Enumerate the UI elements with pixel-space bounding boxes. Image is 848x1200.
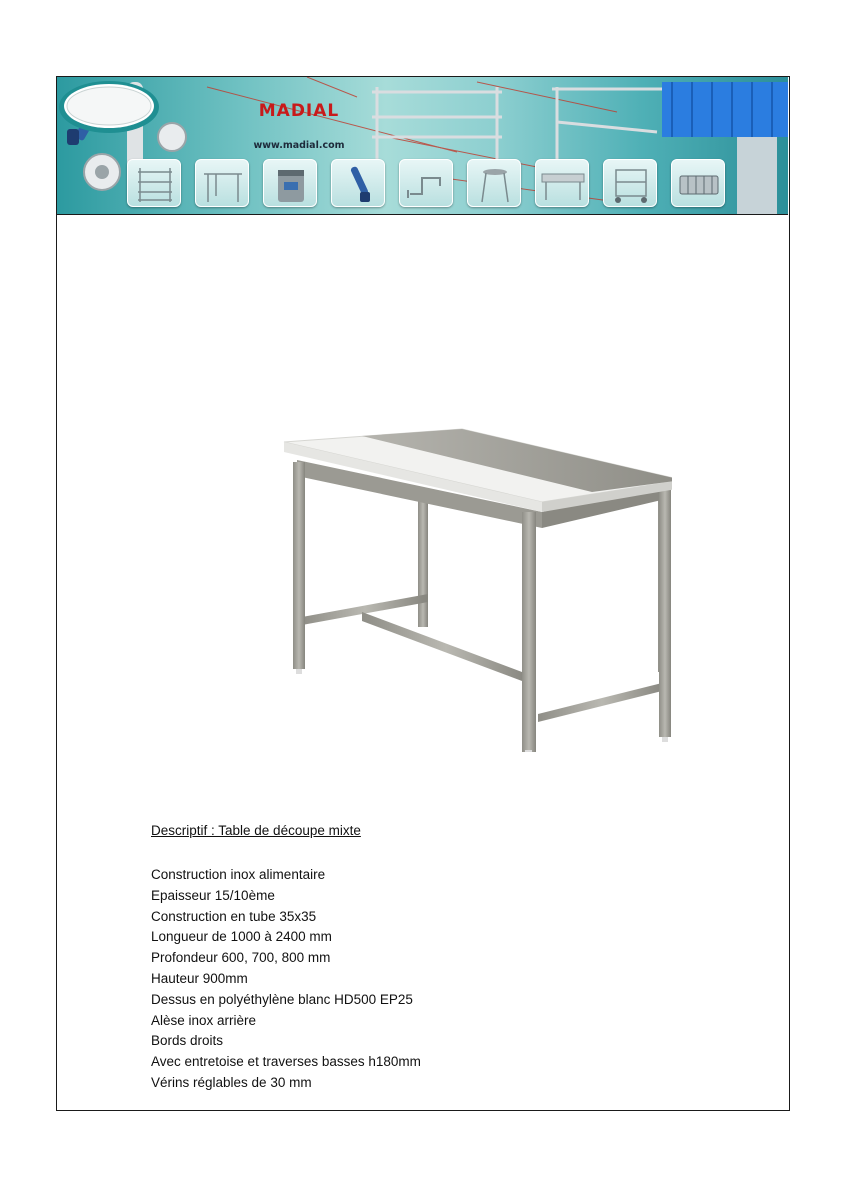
faucet-icon: [400, 160, 454, 208]
stool-icon: [468, 160, 522, 208]
spray-gun-icon: [332, 160, 386, 208]
madial-logo-icon: [57, 77, 161, 137]
description-title: Descriptif : Table de découpe mixte: [151, 823, 361, 838]
thumbnail-stool[interactable]: [467, 159, 521, 207]
spec-item: Dessus en polyéthylène blanc HD500 EP25: [151, 991, 413, 1007]
trolley-icon: [604, 160, 658, 208]
spec-item: Bords droits: [151, 1033, 224, 1049]
thumbnail-table[interactable]: [195, 159, 249, 207]
spec-item: Epaisseur 15/10ème: [151, 887, 275, 903]
thumbnail-container[interactable]: [263, 159, 317, 207]
table-icon: [196, 160, 250, 208]
spec-item: Construction inox alimentaire: [151, 867, 326, 882]
spec-item: Longueur de 1000 à 2400 mm: [151, 929, 332, 945]
thumbnail-workbench[interactable]: [535, 159, 589, 207]
spec-item: Construction en tube 35x35: [151, 908, 317, 924]
spec-item: Avec entretoise et traverses basses h180mm: [151, 1054, 421, 1070]
thumbnail-spray-gun[interactable]: [331, 159, 385, 207]
thumbnail-dish-rack[interactable]: [671, 159, 725, 207]
website-url[interactable]: www.madial.com: [253, 140, 345, 151]
spec-item: Vérins réglables de 30 mm: [151, 1074, 312, 1090]
spec-list: [151, 865, 751, 1094]
shelving-icon: [128, 160, 182, 208]
spec-item: Profondeur 600, 700, 800 mm: [151, 950, 331, 966]
spec-item: Hauteur 900mm: [151, 970, 248, 986]
spec-item: Alèse inox arrière: [151, 1012, 257, 1028]
thumbnail-faucet[interactable]: [399, 159, 453, 207]
workbench-icon: [536, 160, 590, 208]
thumbnail-shelving[interactable]: [127, 159, 181, 207]
header-banner: [57, 77, 788, 215]
dish-rack-icon: [672, 160, 726, 208]
thumbnail-trolley[interactable]: [603, 159, 657, 207]
container-icon: [264, 160, 318, 208]
cutting-table-image: [172, 312, 672, 752]
brand-name: MADIAL: [258, 101, 340, 121]
description-section: [151, 822, 751, 1094]
page-frame: [56, 76, 790, 1111]
